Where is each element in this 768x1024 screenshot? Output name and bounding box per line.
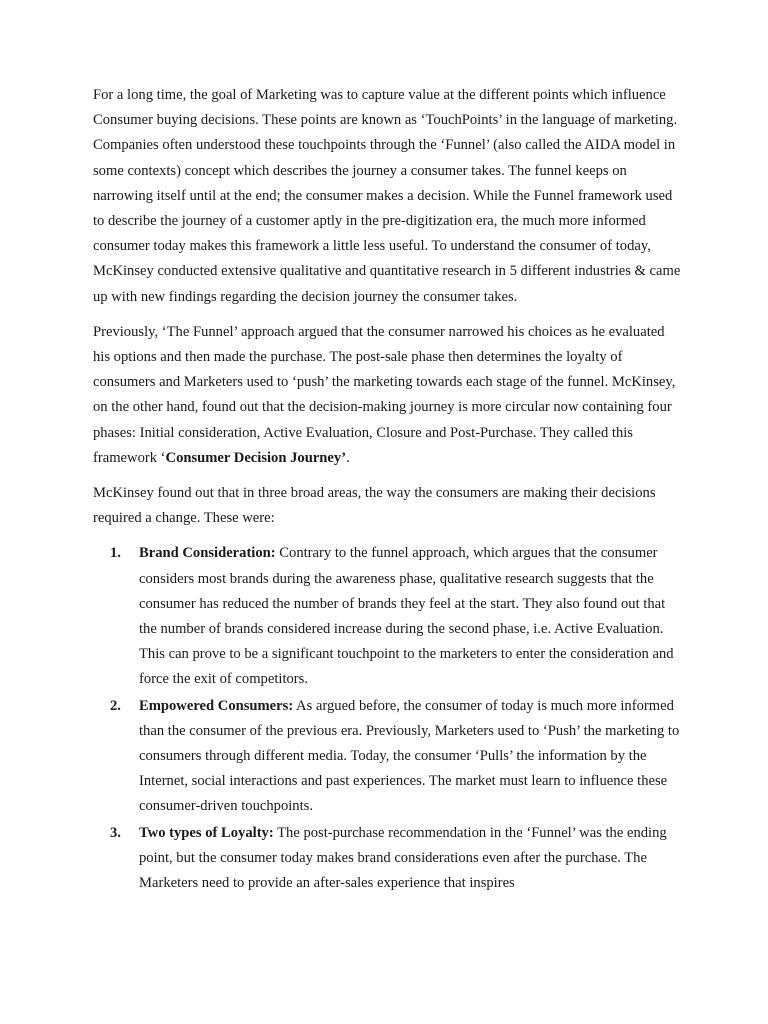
list-item — [110, 541, 683, 692]
paragraph-areas: McKinsey found out that in three broad areas, the way the consumers are making their decisions required a change. These were: — [93, 485, 656, 527]
list-item — [110, 694, 683, 820]
framework-name: Consumer Decision Journey’ — [165, 449, 347, 466]
list-item-text: Contrary to the funnel approach, which argues that the consumer considers most brands during the awareness phase, qualitative research suggests that the consumer has reduced the number of brands they feel at the start. They also found out that the number of brands considered increase during the second phase, i.e. Active Evaluation. This can prove to be a significant touchpoint to the marketers to enter the consideration and force the exit of competitors. — [139, 545, 674, 688]
list-item-title: Two types of Loyalty: — [139, 824, 274, 841]
list-item-title: Brand Consideration: — [139, 545, 276, 562]
paragraph-funnel-end: . — [346, 449, 350, 466]
list-item-number: 2. — [110, 697, 121, 714]
list-item-text: The post-purchase recommendation in the ‘Funnel’ was the ending point, but the consumer today makes brand considerations even after the purchase. The Marketers need to provide an after-sales experience that inspires — [139, 824, 667, 892]
list-item-number: 1. — [110, 545, 121, 562]
findings-list — [93, 541, 683, 896]
list-item-title: Empowered Consumers: — [139, 697, 294, 714]
list-item — [110, 821, 683, 897]
paragraph-funnel-text: Previously, ‘The Funnel’ approach argued that the consumer narrowed his choices as he evaluated his options and then made the purchase. The post-sale phase then determines the loyalty of consumers and Marketers used to ‘push’ the marketing towards each stage of the funnel. McKinsey, on the other hand, found out that the decision-making journey is more circular now containing four phases: Initial consideration, Active Evaluation, Closure and Post-Purchase. They called this framework ‘ — [93, 323, 676, 466]
document-page — [93, 83, 683, 897]
paragraph-funnel — [93, 320, 683, 471]
paragraph-intro: For a long time, the goal of Marketing was to capture value at the different points which influence Consumer buying decisions. These points are known as ‘TouchPoints’ in the language of marketing. Companies often understood these touchpoints through the ‘Funnel’ (also called the AIDA model in some contexts) concept which describes the journey a consumer takes. The funnel keeps on narrowing itself until at the end; the consumer makes a decision. While the Funnel framework used to describe the journey of a customer aptly in the pre-digitization era, the much more informed consumer today makes this framework a little less useful. To understand the consumer of today, McKinsey conducted extensive qualitative and quantitative research in 5 different industries & came up with new findings regarding the decision journey the consumer takes. — [93, 87, 681, 305]
list-item-number: 3. — [110, 824, 121, 841]
list-item-text: As argued before, the consumer of today is much more informed than the consumer of the previous era. Previously, Marketers used to ‘Push’ the marketing to consumers through different media. Today, the consumer ‘Pulls’ the information by the Internet, social interactions and past experiences. The market must learn to influence these consumer-driven touchpoints. — [139, 697, 680, 815]
